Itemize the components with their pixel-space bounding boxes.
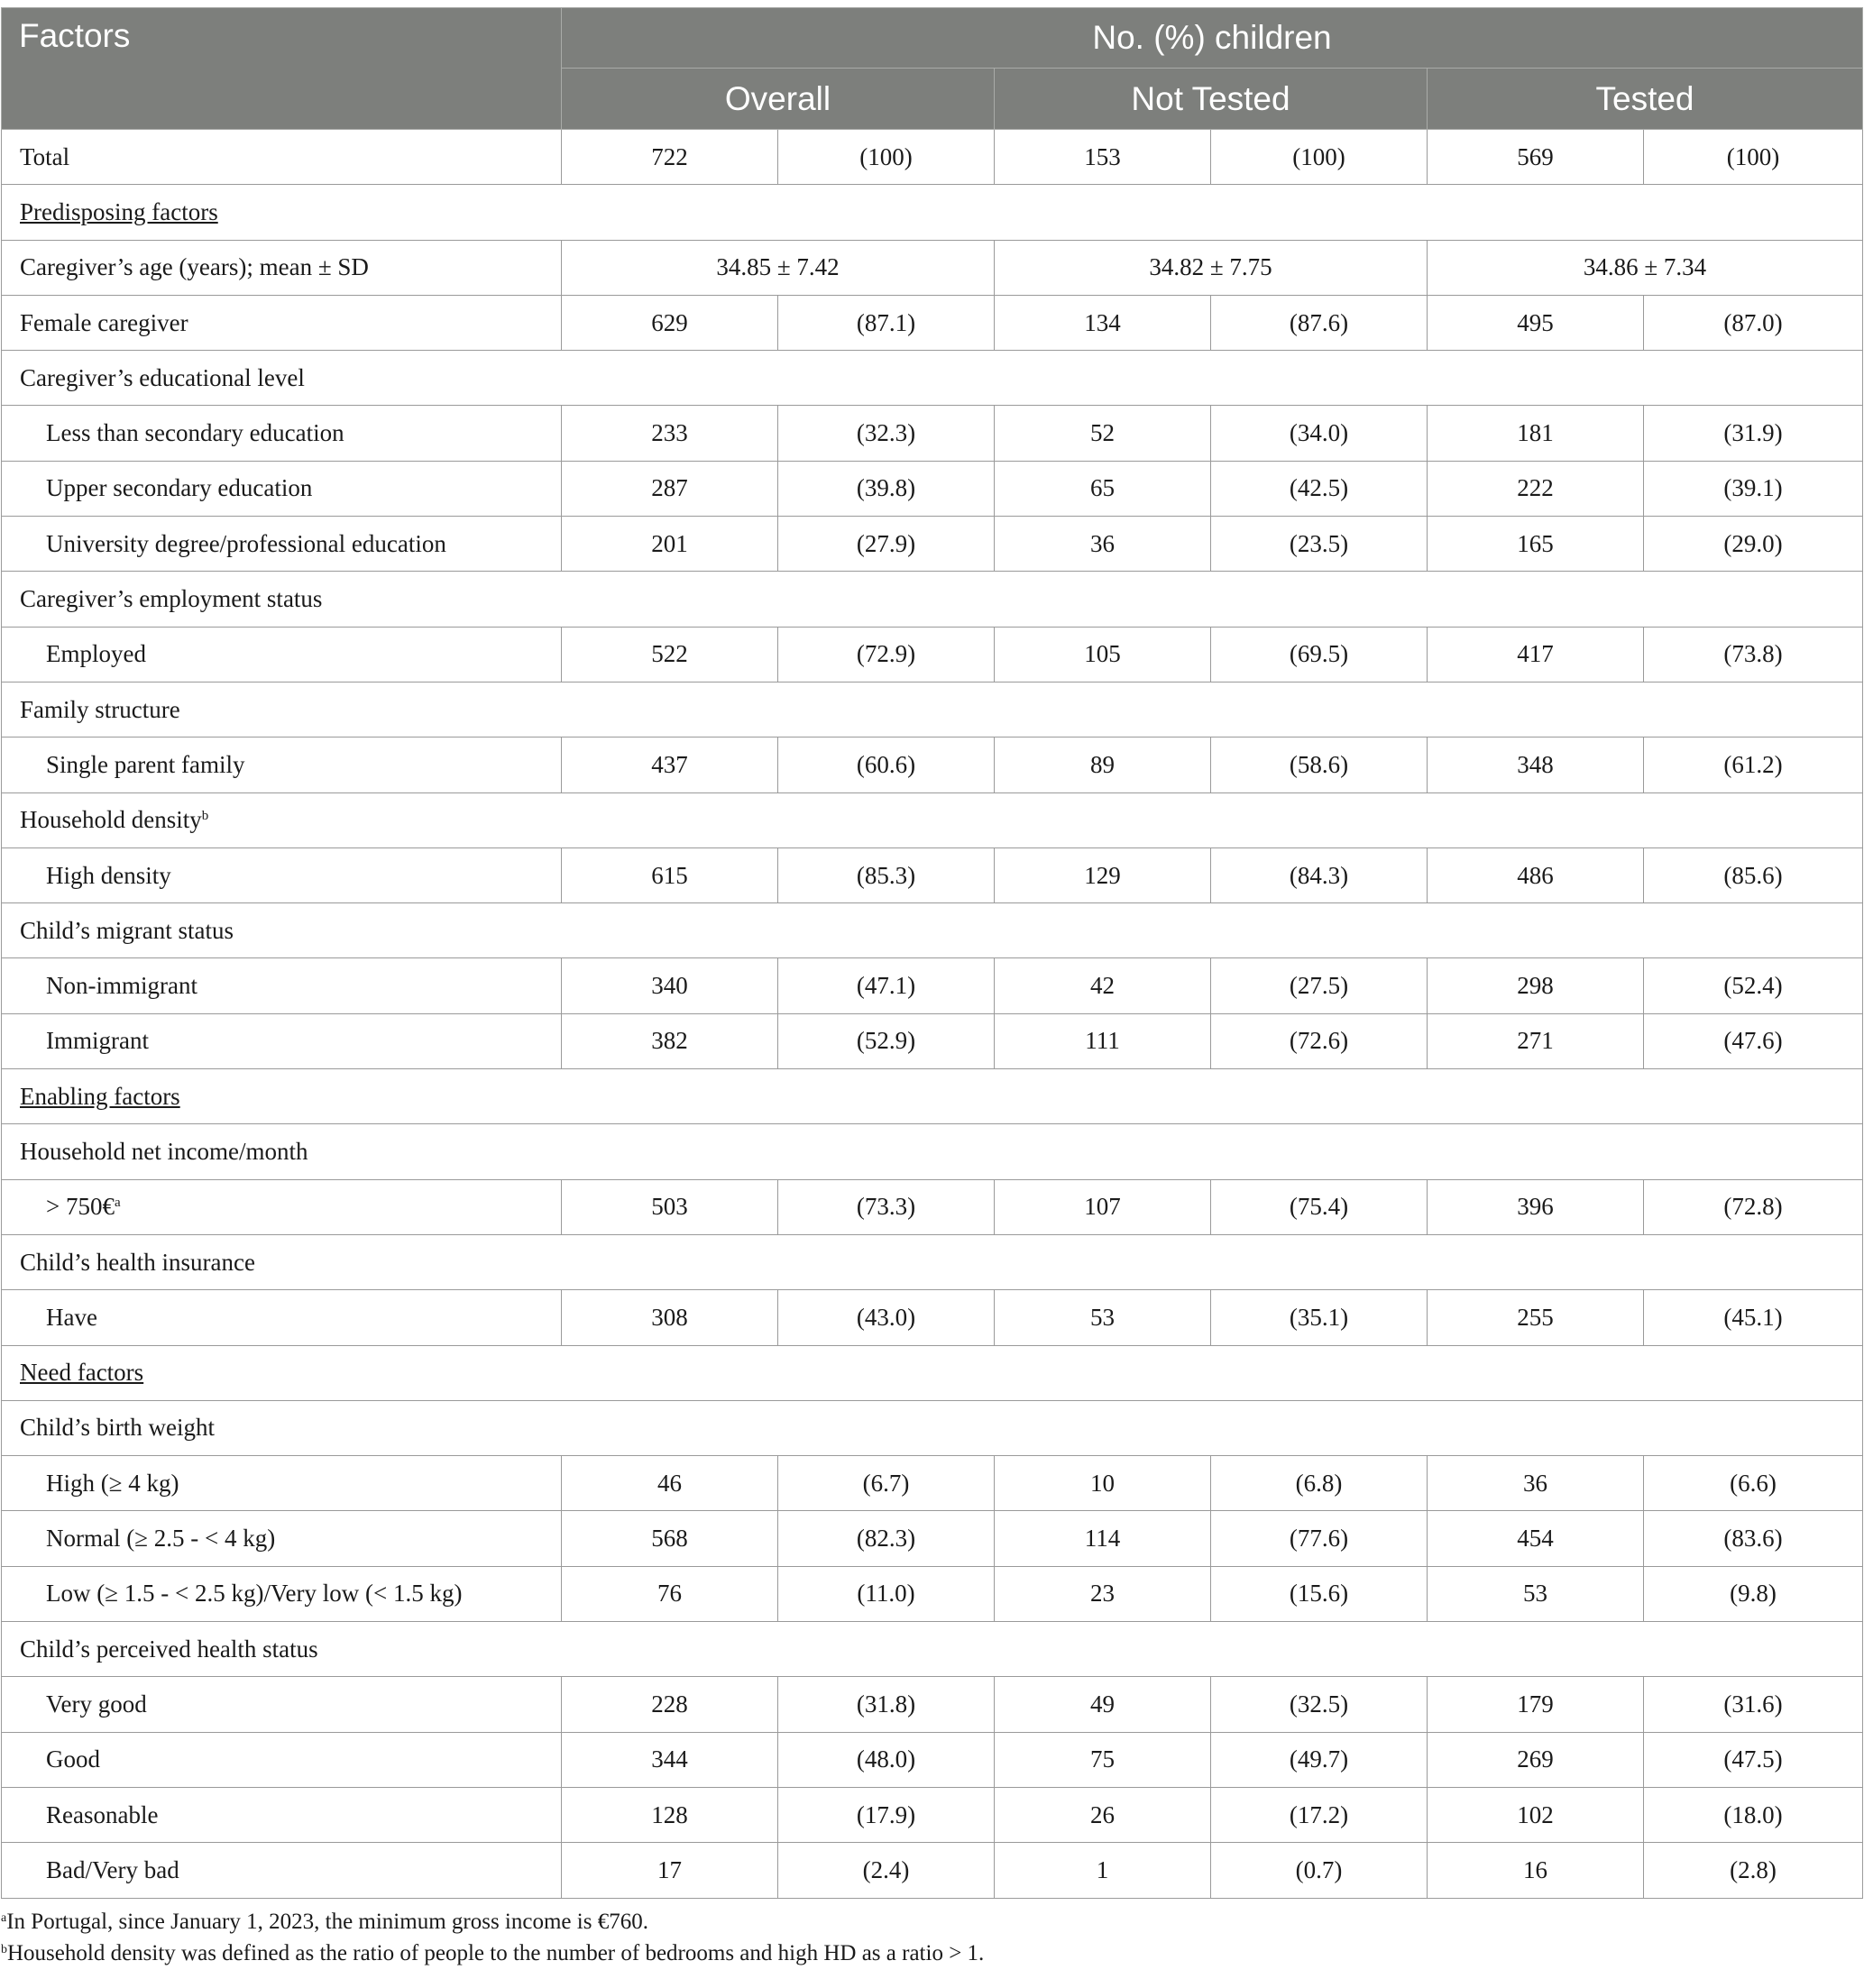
table-row bbox=[2, 1234, 1863, 1289]
percent-cell: (87.6) bbox=[1211, 295, 1428, 350]
factor-label bbox=[2, 351, 1863, 406]
percent-cell: (82.3) bbox=[778, 1511, 995, 1566]
table-row bbox=[2, 1400, 1863, 1455]
factor-label-text: Upper secondary education bbox=[46, 474, 313, 502]
factor-label-text: Immigrant bbox=[46, 1027, 149, 1055]
count-cell: 107 bbox=[995, 1179, 1211, 1234]
factor-label-text: Have bbox=[46, 1303, 97, 1331]
count-cell: 10 bbox=[995, 1456, 1211, 1511]
count-cell: 102 bbox=[1428, 1787, 1644, 1842]
count-cell: 16 bbox=[1428, 1843, 1644, 1898]
count-cell: 111 bbox=[995, 1013, 1211, 1068]
table-row bbox=[2, 461, 1863, 516]
percent-cell: (100) bbox=[1644, 130, 1863, 185]
count-cell: 76 bbox=[562, 1566, 778, 1621]
mean-sd-cell: 34.85 ± 7.42 bbox=[562, 240, 995, 295]
count-cell: 298 bbox=[1428, 958, 1644, 1013]
count-cell: 486 bbox=[1428, 847, 1644, 902]
count-cell: 503 bbox=[562, 1179, 778, 1234]
count-cell: 568 bbox=[562, 1511, 778, 1566]
table-row bbox=[2, 1345, 1863, 1400]
table-row bbox=[2, 1124, 1863, 1179]
factor-label bbox=[2, 1013, 562, 1068]
factor-label bbox=[2, 1456, 562, 1511]
count-cell: 269 bbox=[1428, 1732, 1644, 1787]
percent-cell: (85.3) bbox=[778, 847, 995, 902]
factor-label-text: Non-immigrant bbox=[46, 972, 197, 1000]
factor-label-text: University degree/professional education bbox=[46, 529, 446, 557]
factor-label bbox=[2, 1677, 562, 1732]
factor-label bbox=[2, 1511, 562, 1566]
factor-label-text: Total bbox=[20, 142, 70, 170]
factor-label bbox=[2, 1566, 562, 1621]
percent-cell: (6.8) bbox=[1211, 1456, 1428, 1511]
percent-cell: (29.0) bbox=[1644, 517, 1863, 572]
table-row bbox=[2, 1069, 1863, 1124]
count-cell: 722 bbox=[562, 130, 778, 185]
percent-cell: (85.6) bbox=[1644, 847, 1863, 902]
table-row bbox=[2, 1732, 1863, 1787]
footnote-text: In Portugal, since January 1, 2023, the minimum gross income is €760. bbox=[6, 1910, 648, 1934]
table-row bbox=[2, 130, 1863, 185]
percent-cell: (75.4) bbox=[1211, 1179, 1428, 1234]
percent-cell: (27.5) bbox=[1211, 958, 1428, 1013]
factors-column-header: Factors bbox=[2, 8, 562, 130]
factor-label-text: Household density bbox=[20, 806, 202, 834]
percent-cell: (83.6) bbox=[1644, 1511, 1863, 1566]
factor-label bbox=[2, 627, 562, 682]
count-cell: 181 bbox=[1428, 406, 1644, 461]
percent-cell: (6.6) bbox=[1644, 1456, 1863, 1511]
table-row bbox=[2, 1179, 1863, 1234]
factor-label bbox=[2, 1787, 562, 1842]
percent-cell: (23.5) bbox=[1211, 517, 1428, 572]
count-cell: 179 bbox=[1428, 1677, 1644, 1732]
factor-label bbox=[2, 682, 1863, 737]
factor-label bbox=[2, 461, 562, 516]
count-cell: 233 bbox=[562, 406, 778, 461]
count-cell: 522 bbox=[562, 627, 778, 682]
factor-label-text: Reasonable bbox=[46, 1800, 159, 1828]
footnote-mark: a bbox=[1, 1911, 7, 1925]
percent-cell: (31.9) bbox=[1644, 406, 1863, 461]
percent-cell: (84.3) bbox=[1211, 847, 1428, 902]
tested-column-header: Tested bbox=[1428, 69, 1863, 130]
percent-cell: (39.8) bbox=[778, 461, 995, 516]
table-row bbox=[2, 517, 1863, 572]
count-cell: 495 bbox=[1428, 295, 1644, 350]
count-cell: 615 bbox=[562, 847, 778, 902]
table-row bbox=[2, 295, 1863, 350]
count-cell: 287 bbox=[562, 461, 778, 516]
factor-label-text: Caregiver’s educational level bbox=[20, 363, 305, 391]
count-cell: 629 bbox=[562, 295, 778, 350]
percent-cell: (87.1) bbox=[778, 295, 995, 350]
percent-cell: (47.6) bbox=[1644, 1013, 1863, 1068]
table-row bbox=[2, 627, 1863, 682]
table-row bbox=[2, 406, 1863, 461]
count-cell: 65 bbox=[995, 461, 1211, 516]
count-cell: 344 bbox=[562, 1732, 778, 1787]
factor-label bbox=[2, 1234, 1863, 1289]
percent-cell: (27.9) bbox=[778, 517, 995, 572]
percent-cell: (100) bbox=[1211, 130, 1428, 185]
percent-cell: (0.7) bbox=[1211, 1843, 1428, 1898]
count-cell: 1 bbox=[995, 1843, 1211, 1898]
table-row bbox=[2, 1843, 1863, 1898]
factor-label-text: Child’s perceived health status bbox=[20, 1635, 318, 1663]
count-cell: 114 bbox=[995, 1511, 1211, 1566]
percent-cell: (60.6) bbox=[778, 737, 995, 792]
percent-cell: (47.5) bbox=[1644, 1732, 1863, 1787]
factor-label bbox=[2, 958, 562, 1013]
count-cell: 105 bbox=[995, 627, 1211, 682]
factor-label-text: Child’s birth weight bbox=[20, 1414, 215, 1442]
percent-cell: (69.5) bbox=[1211, 627, 1428, 682]
factor-label bbox=[2, 406, 562, 461]
factor-label bbox=[2, 792, 1863, 847]
factor-label-text: Employed bbox=[46, 640, 146, 668]
factor-label-text: Caregiver’s age (years); mean ± SD bbox=[20, 253, 369, 281]
percent-cell: (73.8) bbox=[1644, 627, 1863, 682]
footnote-marker: a bbox=[114, 1196, 121, 1211]
children-factors-table bbox=[1, 7, 1863, 1899]
percent-cell: (49.7) bbox=[1211, 1732, 1428, 1787]
overall-column-header: Overall bbox=[562, 69, 995, 130]
percent-cell: (72.9) bbox=[778, 627, 995, 682]
factor-label-text: Female caregiver bbox=[20, 308, 188, 336]
count-cell: 23 bbox=[995, 1566, 1211, 1621]
section-label bbox=[2, 1345, 1863, 1400]
table-row bbox=[2, 351, 1863, 406]
count-cell: 129 bbox=[995, 847, 1211, 902]
count-cell: 75 bbox=[995, 1732, 1211, 1787]
percent-cell: (32.5) bbox=[1211, 1677, 1428, 1732]
factor-label-text: > 750€ bbox=[46, 1193, 115, 1221]
factor-label-text: Very good bbox=[46, 1690, 147, 1718]
percent-cell: (87.0) bbox=[1644, 295, 1863, 350]
table-row bbox=[2, 1677, 1863, 1732]
count-cell: 308 bbox=[562, 1290, 778, 1345]
footnote-mark: b bbox=[1, 1943, 7, 1956]
factor-label-text: Less than secondary education bbox=[46, 419, 344, 447]
factor-label-text: Single parent family bbox=[46, 750, 245, 778]
factor-label bbox=[2, 1843, 562, 1898]
factor-label bbox=[2, 1179, 562, 1234]
percent-cell: (61.2) bbox=[1644, 737, 1863, 792]
table-row bbox=[2, 682, 1863, 737]
percent-cell: (18.0) bbox=[1644, 1787, 1863, 1842]
percent-cell: (34.0) bbox=[1211, 406, 1428, 461]
count-cell: 134 bbox=[995, 295, 1211, 350]
percent-cell: (100) bbox=[778, 130, 995, 185]
table-row bbox=[2, 1290, 1863, 1345]
percent-cell: (47.1) bbox=[778, 958, 995, 1013]
table-row bbox=[2, 240, 1863, 295]
percent-cell: (39.1) bbox=[1644, 461, 1863, 516]
table-row bbox=[2, 1511, 1863, 1566]
not-tested-column-header: Not Tested bbox=[995, 69, 1428, 130]
percent-cell: (2.8) bbox=[1644, 1843, 1863, 1898]
percent-cell: (72.8) bbox=[1644, 1179, 1863, 1234]
percent-cell: (9.8) bbox=[1644, 1566, 1863, 1621]
factor-label-text: Caregiver’s employment status bbox=[20, 585, 323, 613]
count-cell: 49 bbox=[995, 1677, 1211, 1732]
count-cell: 53 bbox=[995, 1290, 1211, 1345]
count-cell: 17 bbox=[562, 1843, 778, 1898]
percent-cell: (52.9) bbox=[778, 1013, 995, 1068]
count-cell: 128 bbox=[562, 1787, 778, 1842]
factor-label-text: Enabling factors bbox=[20, 1082, 180, 1110]
percent-cell: (45.1) bbox=[1644, 1290, 1863, 1345]
footnote-marker: b bbox=[201, 809, 209, 824]
table-header bbox=[2, 8, 1863, 130]
count-cell: 46 bbox=[562, 1456, 778, 1511]
percent-cell: (52.4) bbox=[1644, 958, 1863, 1013]
percent-cell: (11.0) bbox=[778, 1566, 995, 1621]
factor-label bbox=[2, 1732, 562, 1787]
factor-label-text: Household net income/month bbox=[20, 1137, 308, 1165]
factor-label-text: Child’s health insurance bbox=[20, 1248, 255, 1276]
children-group-header: No. (%) children bbox=[562, 8, 1863, 69]
factor-label bbox=[2, 240, 562, 295]
footnote bbox=[1, 1938, 1859, 1969]
factor-label-text: High (≥ 4 kg) bbox=[46, 1469, 179, 1497]
percent-cell: (72.6) bbox=[1211, 1013, 1428, 1068]
factor-label bbox=[2, 1290, 562, 1345]
percent-cell: (31.6) bbox=[1644, 1677, 1863, 1732]
table-row bbox=[2, 572, 1863, 627]
factor-label bbox=[2, 1622, 1863, 1677]
count-cell: 36 bbox=[1428, 1456, 1644, 1511]
count-cell: 52 bbox=[995, 406, 1211, 461]
table-body bbox=[2, 130, 1863, 1899]
factor-label-text: Good bbox=[46, 1745, 100, 1773]
count-cell: 382 bbox=[562, 1013, 778, 1068]
factor-label bbox=[2, 1124, 1863, 1179]
count-cell: 165 bbox=[1428, 517, 1644, 572]
factor-label bbox=[2, 1400, 1863, 1455]
factor-label-text: Child’s migrant status bbox=[20, 916, 234, 944]
percent-cell: (15.6) bbox=[1211, 1566, 1428, 1621]
count-cell: 228 bbox=[562, 1677, 778, 1732]
table-row bbox=[2, 1566, 1863, 1621]
table-row bbox=[2, 1787, 1863, 1842]
percent-cell: (73.3) bbox=[778, 1179, 995, 1234]
count-cell: 89 bbox=[995, 737, 1211, 792]
percent-cell: (17.9) bbox=[778, 1787, 995, 1842]
count-cell: 437 bbox=[562, 737, 778, 792]
percent-cell: (2.4) bbox=[778, 1843, 995, 1898]
table-row bbox=[2, 847, 1863, 902]
factor-label-text: High density bbox=[46, 861, 171, 889]
count-cell: 255 bbox=[1428, 1290, 1644, 1345]
footnote bbox=[1, 1906, 1859, 1938]
table-row bbox=[2, 792, 1863, 847]
percent-cell: (58.6) bbox=[1211, 737, 1428, 792]
footnote-text: Household density was defined as the ratio of people to the number of bedrooms and high HD as a ratio > 1. bbox=[7, 1941, 985, 1965]
percent-cell: (43.0) bbox=[778, 1290, 995, 1345]
mean-sd-cell: 34.86 ± 7.34 bbox=[1428, 240, 1863, 295]
factor-label-text: Bad/Very bad bbox=[46, 1855, 179, 1883]
factor-label bbox=[2, 295, 562, 350]
count-cell: 348 bbox=[1428, 737, 1644, 792]
factor-label bbox=[2, 517, 562, 572]
count-cell: 201 bbox=[562, 517, 778, 572]
count-cell: 271 bbox=[1428, 1013, 1644, 1068]
count-cell: 396 bbox=[1428, 1179, 1644, 1234]
factor-label bbox=[2, 130, 562, 185]
factor-label bbox=[2, 737, 562, 792]
factor-label-text: Low (≥ 1.5 - < 2.5 kg)/Very low (< 1.5 kg) bbox=[46, 1580, 463, 1608]
percent-cell: (32.3) bbox=[778, 406, 995, 461]
percent-cell: (6.7) bbox=[778, 1456, 995, 1511]
table-row bbox=[2, 1456, 1863, 1511]
mean-sd-cell: 34.82 ± 7.75 bbox=[995, 240, 1428, 295]
count-cell: 340 bbox=[562, 958, 778, 1013]
percent-cell: (77.6) bbox=[1211, 1511, 1428, 1566]
percent-cell: (31.8) bbox=[778, 1677, 995, 1732]
factor-label-text: Family structure bbox=[20, 695, 180, 723]
factor-label-text: Normal (≥ 2.5 - < 4 kg) bbox=[46, 1525, 276, 1553]
table-row bbox=[2, 737, 1863, 792]
table-row bbox=[2, 958, 1863, 1013]
factor-label-text: Predisposing factors bbox=[20, 197, 218, 225]
count-cell: 222 bbox=[1428, 461, 1644, 516]
section-label bbox=[2, 1069, 1863, 1124]
count-cell: 454 bbox=[1428, 1511, 1644, 1566]
table-row bbox=[2, 1013, 1863, 1068]
count-cell: 26 bbox=[995, 1787, 1211, 1842]
count-cell: 36 bbox=[995, 517, 1211, 572]
footnotes bbox=[1, 1906, 1859, 1969]
factor-label bbox=[2, 847, 562, 902]
percent-cell: (35.1) bbox=[1211, 1290, 1428, 1345]
count-cell: 417 bbox=[1428, 627, 1644, 682]
factor-label-text: Need factors bbox=[20, 1359, 144, 1387]
percent-cell: (42.5) bbox=[1211, 461, 1428, 516]
percent-cell: (48.0) bbox=[778, 1732, 995, 1787]
table-row bbox=[2, 903, 1863, 958]
count-cell: 569 bbox=[1428, 130, 1644, 185]
count-cell: 153 bbox=[995, 130, 1211, 185]
count-cell: 53 bbox=[1428, 1566, 1644, 1621]
table-row bbox=[2, 185, 1863, 240]
table-row bbox=[2, 1622, 1863, 1677]
count-cell: 42 bbox=[995, 958, 1211, 1013]
percent-cell: (17.2) bbox=[1211, 1787, 1428, 1842]
section-label bbox=[2, 185, 1863, 240]
factor-label bbox=[2, 572, 1863, 627]
factor-label bbox=[2, 903, 1863, 958]
